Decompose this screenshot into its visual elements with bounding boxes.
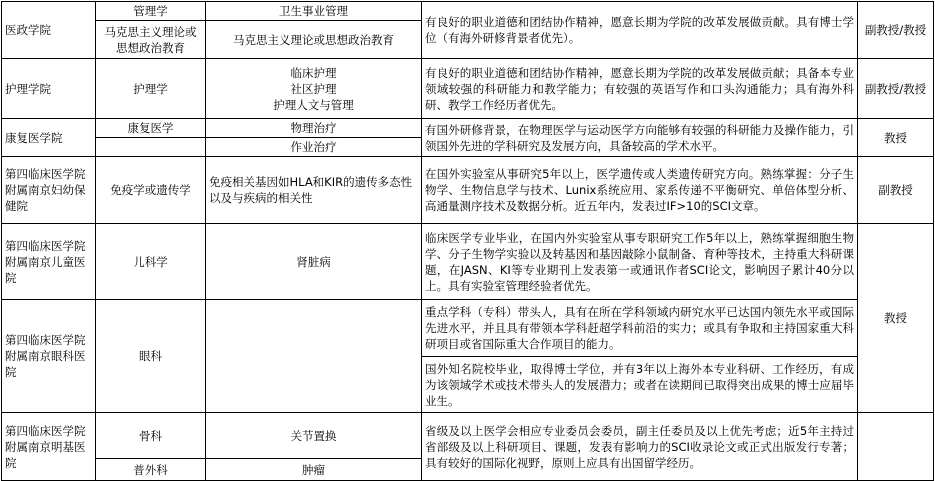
table-row	[2, 157, 934, 224]
title-cell: 副教授	[858, 157, 934, 224]
major-cell: 普外科	[96, 459, 206, 481]
major-cell: 护理学	[96, 59, 206, 119]
major-cell: 免疫学或遗传学	[96, 157, 206, 224]
direction-item: 社区护理	[290, 81, 337, 96]
college-cell: 护理学院	[2, 59, 96, 119]
empty-cell	[858, 413, 934, 481]
table-row	[2, 2, 934, 21]
requirement-cell: 有良好的职业道德和团结协作精神，愿意长期为学院的改革发展做贡献。具有博士学位（有海外研修背景者优先）。	[422, 2, 858, 59]
major-cell: 康复医学	[96, 119, 206, 138]
direction-cell: 免疫相关基因如HLA和KIR的遗传多态性以及与疾病的相关性	[206, 157, 422, 224]
direction-cell: 肾脏病	[206, 224, 422, 300]
direction-cell	[206, 59, 422, 119]
college-cell: 医政学院	[2, 2, 96, 59]
major-cell: 马克思主义理论或思想政治教育	[96, 21, 206, 59]
requirement-cell: 有良好的职业道德和团结协作精神，愿意长期为学院的改革发展做贡献；具备本专业领域较强的科研能力和教学能力；有较强的英语写作和口头沟通能力；具有海外科研、教学工作经历者优先。	[422, 59, 858, 119]
title-cell: 副教授/教授	[858, 2, 934, 59]
direction-cell: 关节置换	[206, 413, 422, 459]
college-cell: 康复医学院	[2, 119, 96, 157]
direction-cell: 卫生事业管理	[206, 2, 422, 21]
title-cell: 教授	[858, 119, 934, 157]
requirement-cell: 有国外研修背景，在物理医学与运动医学方向能够有较强的科研能力及操作能力，引领国外先进的学科研究及发展方向，具备较高的学术水平。	[422, 119, 858, 157]
college-cell: 第四临床医学院附属南京妇幼保健院	[2, 157, 96, 224]
requirement-cell: 在国外实验室从事研究5年以上，医学遗传或人类遗传研究方向。熟练掌握：分子生物学、生物信息学与技术、Lunix系统应用、家系传递不平衡研究、单倍体型分析、高通量测序技术及数据分析。近五年内，发表过IF>10的SCI文章。	[422, 157, 858, 224]
empty-cell	[206, 300, 422, 413]
title-cell: 教授	[858, 224, 934, 413]
table-row	[2, 224, 934, 300]
college-cell: 第四临床医学院附属南京眼科医院	[2, 300, 96, 413]
requirement-cell: 省级及以上医学会相应专业委员会委员，副主任委员及以上优先考虑；近5年主持过省部级及以上科研项目、课题，发表有影响力的SCI收录论文或正式出版发行专著；具有较好的国际化视野，原则上应具有出国留学经历。	[422, 413, 858, 481]
title-cell: 副教授/教授	[858, 59, 934, 119]
table-row	[2, 119, 934, 138]
table-row	[2, 413, 934, 459]
direction-cell: 作业治疗	[206, 138, 422, 157]
recruitment-table	[1, 1, 934, 481]
requirement-cell: 重点学科（专科）带头人，具有在所在学科领域内研究水平已达国内领先水平或国际先进水平，并且具有带领本学科赶超学科前沿的实力；或具有争取和主持国家重大科研项目或省国际重大合作项目的能力。	[422, 300, 858, 357]
requirement-cell: 国外知名院校毕业，取得博士学位，并有3年以上海外本专业科研、工作经历，有成为该领域学术或技术带头人的发展潜力；或者在读期间已取得突出成果的博士应届毕业生。	[422, 357, 858, 413]
college-cell: 第四临床医学院附属南京儿童医院	[2, 224, 96, 300]
requirement-cell: 临床医学专业毕业，在国内外实验室从事专职研究工作5年以上，熟练掌握细胞生物学、分子生物学实验以及转基因和基因敲除小鼠制备、育种等技术，主持重大科研课题，在JASN、KI等专业期刊上发表第一或通讯作者SCI论文，影响因子累计40分以上。具有实验室管理经验者优先。	[422, 224, 858, 300]
college-cell: 第四临床医学院附属南京明基医院	[2, 413, 96, 481]
major-cell: 管理学	[96, 2, 206, 21]
table-row	[2, 300, 934, 357]
direction-item: 护理人文与管理	[273, 97, 354, 112]
direction-cell: 物理治疗	[206, 119, 422, 138]
major-cell: 眼科	[96, 300, 206, 413]
direction-cell: 肿瘤	[206, 459, 422, 481]
table-row	[2, 59, 934, 119]
direction-cell: 马克思主义理论或思想政治教育	[206, 21, 422, 59]
major-cell: 骨科	[96, 413, 206, 459]
major-cell: 儿科学	[96, 224, 206, 300]
empty-cell	[96, 138, 206, 157]
direction-item: 临床护理	[290, 65, 337, 80]
